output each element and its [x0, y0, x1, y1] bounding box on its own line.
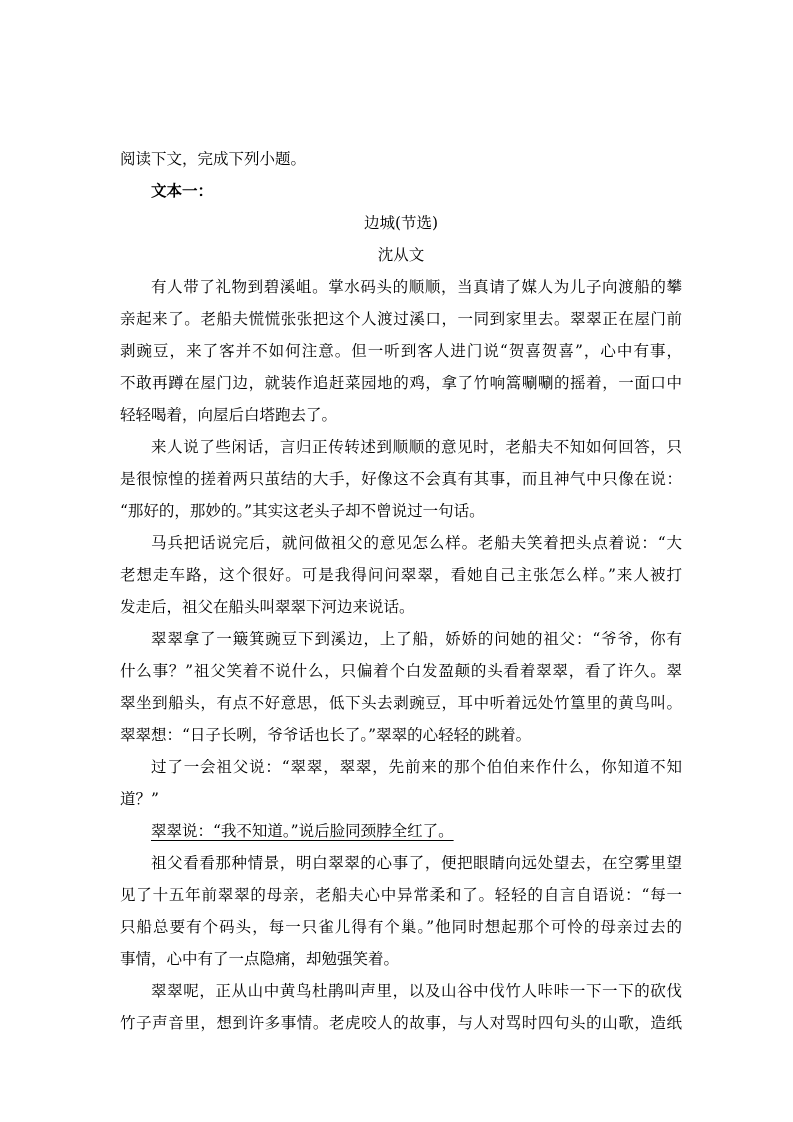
- paragraph-4: [120, 623, 682, 751]
- paragraph-line: 什么事？”祖父笑着不说什么，只偏着个白发盈颠的头看着翠翠，看了许久。翠: [120, 662, 682, 680]
- paragraph-1: [120, 271, 682, 431]
- paragraph-line: 竹子声音里，想到许多事情。老虎咬人的故事，与人对骂时四句头的山歌，造纸: [120, 1014, 682, 1032]
- paragraph-line: 马兵把话说完后，就问做祖父的意见怎么样。老船夫笑着把头点着说：“大: [151, 534, 682, 552]
- passage-title: 边城(节选): [363, 214, 439, 232]
- paragraph-7: [120, 847, 682, 975]
- instruction-text: 阅读下文，完成下列小题。: [120, 150, 307, 168]
- document-content: [120, 143, 682, 1039]
- paragraph-line: 亲起来了。老船夫慌慌张张把这个人渡过溪口，一同到家里去。翠翠正在屋门前: [120, 310, 682, 328]
- passage-author: 沈从文: [377, 246, 425, 264]
- paragraph-line: 有人带了礼物到碧溪岨。掌水码头的顺顺，当真请了媒人为儿子向渡船的攀: [151, 278, 682, 296]
- paragraph-line: 剥豌豆，来了客并不如何注意。但一听到客人进门说“贺喜贺喜”，心中有事，: [120, 342, 682, 360]
- paragraph-line: 过了一会祖父说：“翠翠，翠翠，先前来的那个伯伯来作什么，你知道不知: [151, 758, 682, 776]
- paragraph-line: 道？”: [120, 790, 159, 808]
- underlined-sentence: 翠翠说：“我不知道。”说后脸同颈脖全红了。: [151, 822, 454, 840]
- paragraph-line: 老想走车路，这个很好。可是我得问问翠翠，看她自己主张怎么样。”来人被打: [120, 566, 682, 584]
- paragraph-line: 翠坐到船头，有点不好意思，低下头去剥豌豆，耳中听着远处竹篁里的黄鸟叫。: [120, 694, 682, 712]
- paragraph-line: 只船总要有个码头，每一只雀儿得有个巢。”他同时想起那个可怜的母亲过去的: [120, 918, 682, 936]
- paragraph-line: 是很惊惶的搓着两只茧结的大手，好像这不会真有其事，而且神气中只像在说：: [120, 470, 682, 488]
- section-label: 文本一：: [151, 181, 214, 200]
- paragraph-line: 轻轻喝着，向屋后白塔跑去了。: [120, 406, 338, 424]
- underlined-paragraph-line: [120, 815, 682, 847]
- paragraph-5: [120, 751, 682, 815]
- paragraph-2: [120, 431, 682, 527]
- paragraph-3: [120, 527, 682, 623]
- paragraph-line: 翠翠想：“日子长咧，爷爷话也长了。”翠翠的心轻轻的跳着。: [120, 726, 532, 744]
- paragraph-line: 祖父看看那种情景，明白翠翠的心事了，便把眼睛向远处望去，在空雾里望: [151, 854, 682, 872]
- paragraph-line: “那好的，那妙的。”其实这老头子却不曾说过一句话。: [120, 502, 485, 520]
- paragraph-6: [120, 815, 682, 847]
- paragraph-line: 见了十五年前翠翠的母亲，老船夫心中异常柔和了。轻轻的自言自语说：“每一: [120, 886, 682, 904]
- paragraph-line: 翠翠呢，正从山中黄鸟杜鹃叫声里，以及山谷中伐竹人咔咔一下一下的砍伐: [151, 982, 682, 1000]
- paragraph-line: 事情，心中有了一点隐痛，却勉强笑着。: [120, 950, 400, 968]
- paragraph-line: 翠翠拿了一簸箕豌豆下到溪边，上了船，娇娇的问她的祖父：“爷爷，你有: [151, 630, 682, 648]
- paragraph-8: [120, 975, 682, 1039]
- paragraph-line: 不敢再蹲在屋门边，就装作追赶菜园地的鸡，拿了竹响篙唰唰的摇着，一面口中: [120, 374, 682, 392]
- paragraph-line: 发走后，祖父在船头叫翠翠下河边来说话。: [120, 598, 415, 616]
- paragraph-line: 来人说了些闲话，言归正传转述到顺顺的意见时，老船夫不知如何回答，只: [151, 438, 682, 456]
